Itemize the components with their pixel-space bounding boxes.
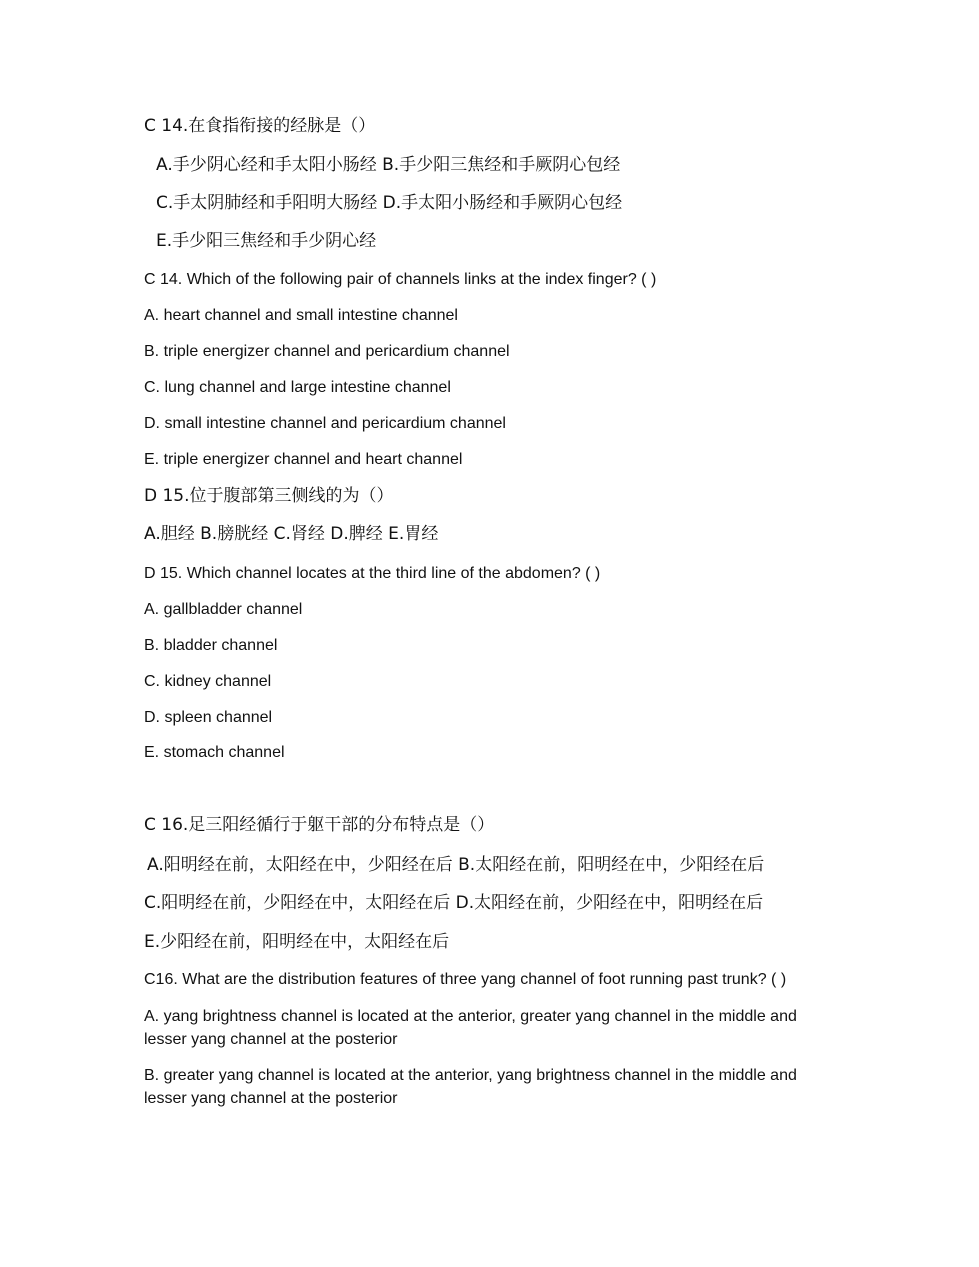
q14-en-option-e: E. triple energizer channel and heart channel [144,451,463,468]
q14-en-stem: C 14. Which of the following pair of channels links at the index finger? ( ) [144,271,657,288]
q16-zh-options-cd: C.阳明经在前，少阳经在中，太阳经在后 D.太阳经在前，少阳经在中，阳明经在后 [144,893,764,913]
q15-en-option-a: A. gallbladder channel [144,601,303,618]
q14-en-option-a: A. heart channel and small intestine channel [144,307,458,324]
q14-zh-options-ab: A.手少阴心经和手太阳小肠经 B.手少阳三焦经和手厥阴心包经 [156,155,621,175]
q14-zh-options-cd: C.手太阴肺经和手阳明大肠经 D.手太阳小肠经和手厥阴心包经 [156,193,623,213]
q15-en-option-b: B. bladder channel [144,637,278,654]
q14-en-option-b: B. triple energizer channel and pericardium channel [144,343,510,360]
q15-en-option-d: D. spleen channel [144,709,273,726]
q16-zh-stem: C 16.足三阳经循行于躯干部的分布特点是（） [144,815,495,835]
q16-zh-option-e: E.少阳经在前，阳明经在中，太阳经在后 [144,932,450,952]
q15-zh-options: A.胆经 B.膀胱经 C.肾经 D.脾经 E.胃经 [144,524,439,544]
q16-en-stem: C16. What are the distribution features of three yang channel of foot running past trunk? ( ) [144,971,787,988]
q14-zh-option-e: E.手少阳三焦经和手少阴心经 [156,231,377,251]
q16-en-option-a: A. yang brightness channel is located at the anterior, greater yang channel in the middle and lesser yang channel at the posterior [144,1008,797,1048]
q16-zh-options-ab: A.阳明经在前，太阳经在中，少阳经在后 B.太阳经在前，阳明经在中，少阳经在后 [147,855,765,875]
q15-zh-stem: D 15.位于腹部第三侧线的为（） [144,486,394,506]
q15-en-stem: D 15. Which channel locates at the third line of the abdomen? ( ) [144,565,601,582]
q15-en-option-e: E. stomach channel [144,744,285,761]
q14-en-option-c: C. lung channel and large intestine channel [144,379,451,396]
q14-en-option-d: D. small intestine channel and pericardium channel [144,415,506,432]
q14-zh-stem: C 14.在食指衔接的经脉是（） [144,116,376,136]
q16-en-option-b: B. greater yang channel is located at the anterior, yang brightness channel in the middle and lesser yang channel at the posterior [144,1067,797,1107]
q15-en-option-c: C. kidney channel [144,673,272,690]
